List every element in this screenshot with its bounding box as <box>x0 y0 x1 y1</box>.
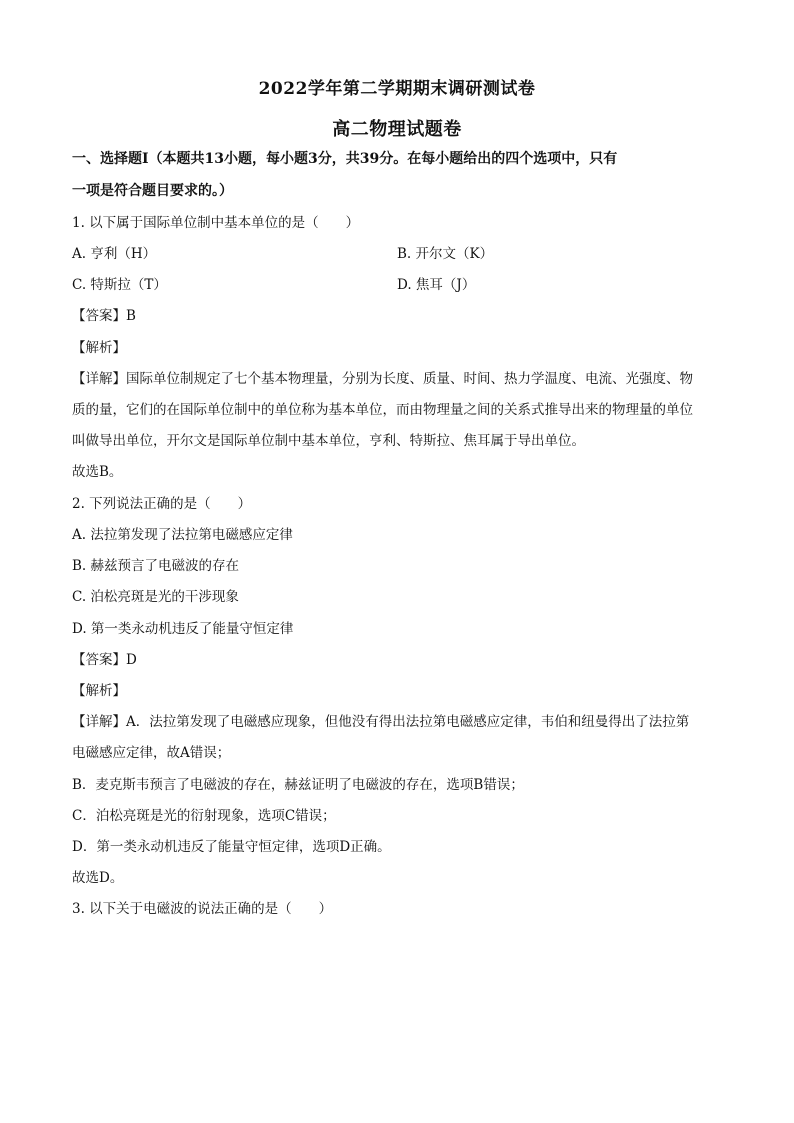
question-2-option-d: D. 第一类永动机违反了能量守恒定律 <box>72 621 294 637</box>
question-3-stem: 3. 以下关于电磁波的说法正确的是（ ） <box>72 901 333 917</box>
question-1-detail-line: 叫做导出单位，开尔文是国际单位制中基本单位，亨利、特斯拉、焦耳属于导出单位。 <box>72 433 585 449</box>
question-2-option-a: A. 法拉第发现了法拉第电磁感应定律 <box>72 527 293 543</box>
question-1-analysis-label: 【解析】 <box>72 340 126 356</box>
question-1-stem: 1. 以下属于国际单位制中基本单位的是（ ） <box>72 215 360 231</box>
question-2-detail-line: C．泊松亮斑是光的衍射现象，选项C错误； <box>72 808 336 824</box>
question-2-option-c: C. 泊松亮斑是光的干涉现象 <box>72 589 239 605</box>
question-2-conclusion: 故选D。 <box>72 870 124 886</box>
question-2-detail-line: 电磁感应定律，故A错误； <box>72 745 231 761</box>
question-1-option-d: D. 焦耳（J） <box>397 277 476 293</box>
page-title: 2022学年第二学期期末调研测试卷 <box>258 79 536 99</box>
question-1-option-b: B. 开尔文（K） <box>397 246 494 262</box>
question-2-analysis-label: 【解析】 <box>72 683 126 699</box>
question-1-conclusion: 故选B。 <box>72 464 123 480</box>
question-2-detail-line: B．麦克斯韦预言了电磁波的存在，赫兹证明了电磁波的存在，选项B错误； <box>72 777 524 793</box>
page-subtitle: 高二物理试题卷 <box>332 119 462 140</box>
question-2-detail-line: 【详解】A．法拉第发现了电磁感应现象，但他没有得出法拉第电磁感应定律，韦伯和纽曼得出了法拉第 <box>72 714 690 730</box>
question-1-detail-line: 【详解】国际单位制规定了七个基本物理量，分别为长度、质量、时间、热力学温度、电流、光强度、物 <box>72 371 693 387</box>
section-heading-line-2: 一项是符合题目要求的。） <box>72 183 233 199</box>
question-1-detail-line: 质的量，它们的在国际单位制中的单位称为基本单位，而由物理量之间的关系式推导出来的物理量的单位 <box>72 402 693 418</box>
question-1-option-a: A. 亨利（H） <box>72 246 157 262</box>
section-heading-line-1: 一、选择题Ⅰ（本题共13小题，每小题3分，共39分。在每小题给出的四个选项中，只有 <box>72 151 618 167</box>
question-2-detail-line: D．第一类永动机违反了能量守恒定律，选项D正确。 <box>72 839 391 855</box>
question-2-option-b: B. 赫兹预言了电磁波的存在 <box>72 558 240 574</box>
question-1-option-c: C. 特斯拉（T） <box>72 277 167 293</box>
question-2-answer: 【答案】D <box>72 652 137 668</box>
question-1-answer: 【答案】B <box>72 308 136 324</box>
question-2-stem: 2. 下列说法正确的是（ ） <box>72 496 252 512</box>
